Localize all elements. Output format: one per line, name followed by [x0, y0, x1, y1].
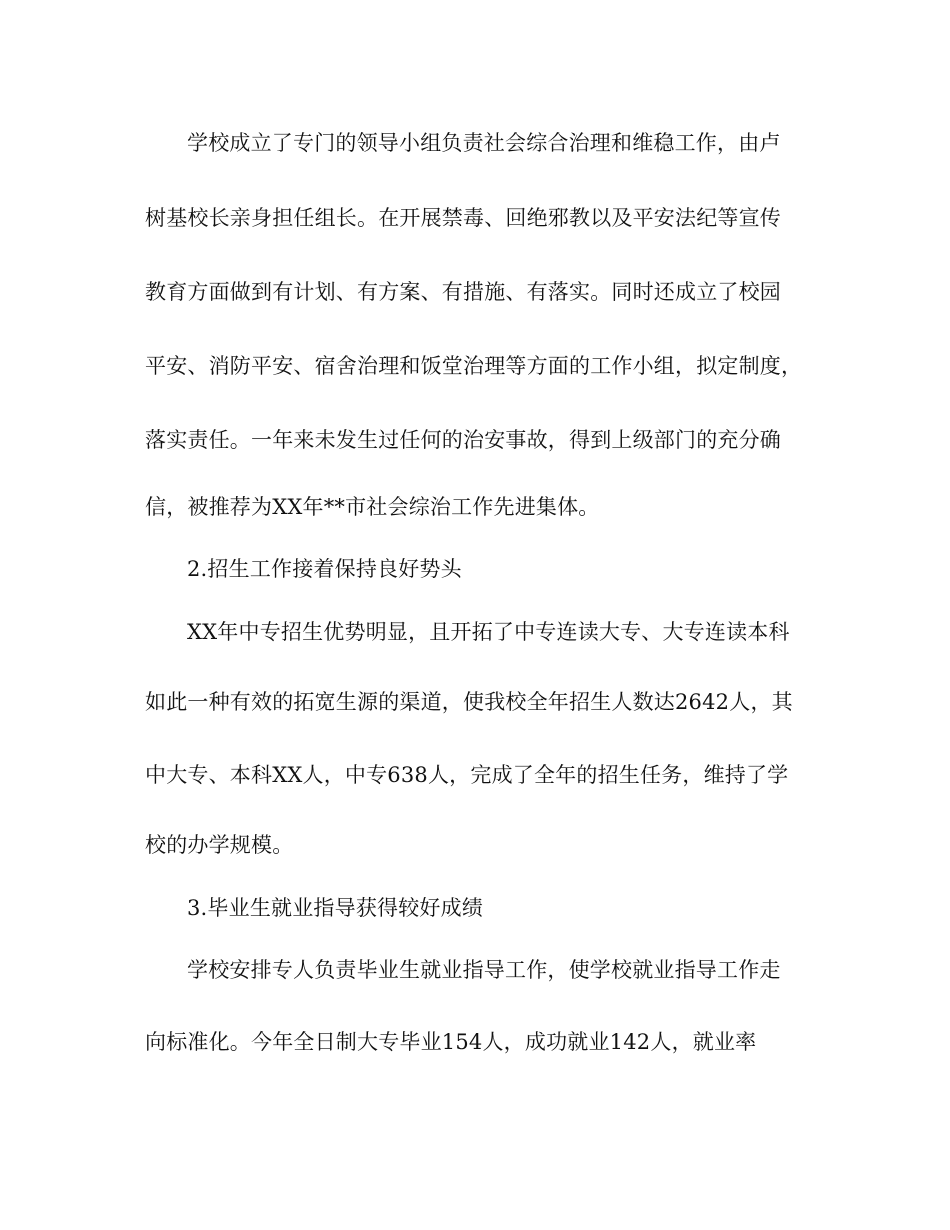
paragraph-line: 学校成立了专门的领导小组负责社会综合治理和维稳工作，由卢 [187, 131, 781, 155]
paragraph-line: 校的办学规模。 [145, 833, 294, 857]
paragraph-line: 中大专、本科XX人，中专638人，完成了全年的招生任务，维持了学 [145, 763, 789, 787]
paragraph-line: 树基校长亲身担任组长。在开展禁毒、回绝邪教以及平安法纪等宣传 [145, 206, 781, 230]
paragraph-line: 落实责任。一年来未发生过任何的治安事故，得到上级部门的充分确 [145, 428, 781, 452]
paragraph-line: 信，被推荐为XX年**市社会综治工作先进集体。 [145, 495, 600, 519]
paragraph-line: 向标准化。今年全日制大专毕业154人，成功就业142人，就业率 [145, 1030, 757, 1054]
section-heading: 2.招生工作接着保持良好势头 [187, 557, 462, 581]
paragraph-line: 教育方面做到有计划、有方案、有措施、有落实。同时还成立了校园 [145, 280, 781, 304]
paragraph-line: 平安、消防平安、宿舍治理和饭堂治理等方面的工作小组，拟定制度， [145, 354, 803, 378]
section-heading: 3.毕业生就业指导获得较好成绩 [187, 896, 484, 920]
paragraph-line: 如此一种有效的拓宽生源的渠道，使我校全年招生人数达2642人，其 [145, 690, 793, 714]
paragraph-line: XX年中专招生优势明显，且开拓了中专连读大专、大专连读本科 [187, 620, 790, 644]
paragraph-line: 学校安排专人负责毕业生就业指导工作，使学校就业指导工作走 [187, 958, 781, 982]
